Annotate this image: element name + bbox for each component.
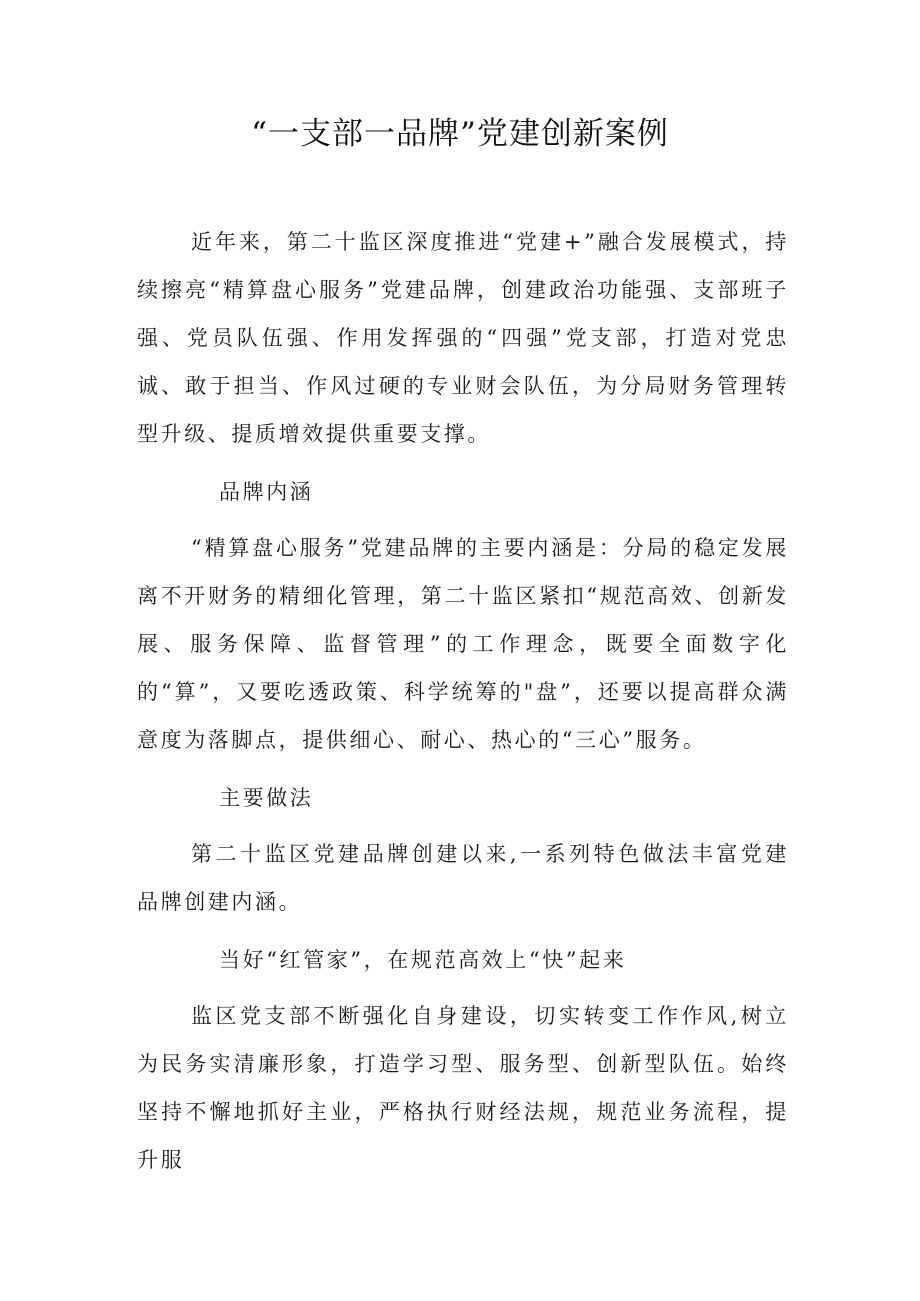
document-body (137, 218, 789, 1184)
section-heading-brand-meaning: 品牌内涵 (219, 480, 314, 504)
document-title: “一支部一品牌”党建创新案例 (251, 116, 669, 152)
subsection-heading-red-steward: 当好“红管家”，在规范高效上“快”起来 (219, 948, 627, 972)
brand-meaning-paragraph: “精算盘心服务”党建品牌的主要内涵是：分局的稳定发展离不开财务的精细化管理，第二十监区紧扣“规范高效、创新发展、服务保障、监督管理”的工作理念，既要全面数字化的“算”，又要吃透政策、科学统筹的"盘”，还要以提高群众满意度为落脚点，提供细心、耐心、热心的“三心”服务。 (137, 536, 789, 752)
section-heading-main-practices: 主要做法 (219, 786, 314, 810)
red-steward-paragraph: 监区党支部不断强化自身建设，切实转变工作作风,树立为民务实清廉形象，打造学习型、服务型、创新型队伍。始终坚持不懈地抓好主业，严格执行财经法规，规范业务流程，提升服 (137, 1004, 789, 1172)
intro-paragraph: 近年来，第二十监区深度推进“党建+”融合发展模式，持续擦亮“精算盘心服务”党建品牌，创建政治功能强、支部班子强、党员队伍强、作用发挥强的“四强”党支部，打造对党忠诚、敢于担当、作风过硬的专业财会队伍，为分局财务管理转型升级、提质增效提供重要支撑。 (137, 230, 789, 446)
main-practices-paragraph: 第二十监区党建品牌创建以来,一系列特色做法丰富党建品牌创建内涵。 (137, 842, 789, 914)
